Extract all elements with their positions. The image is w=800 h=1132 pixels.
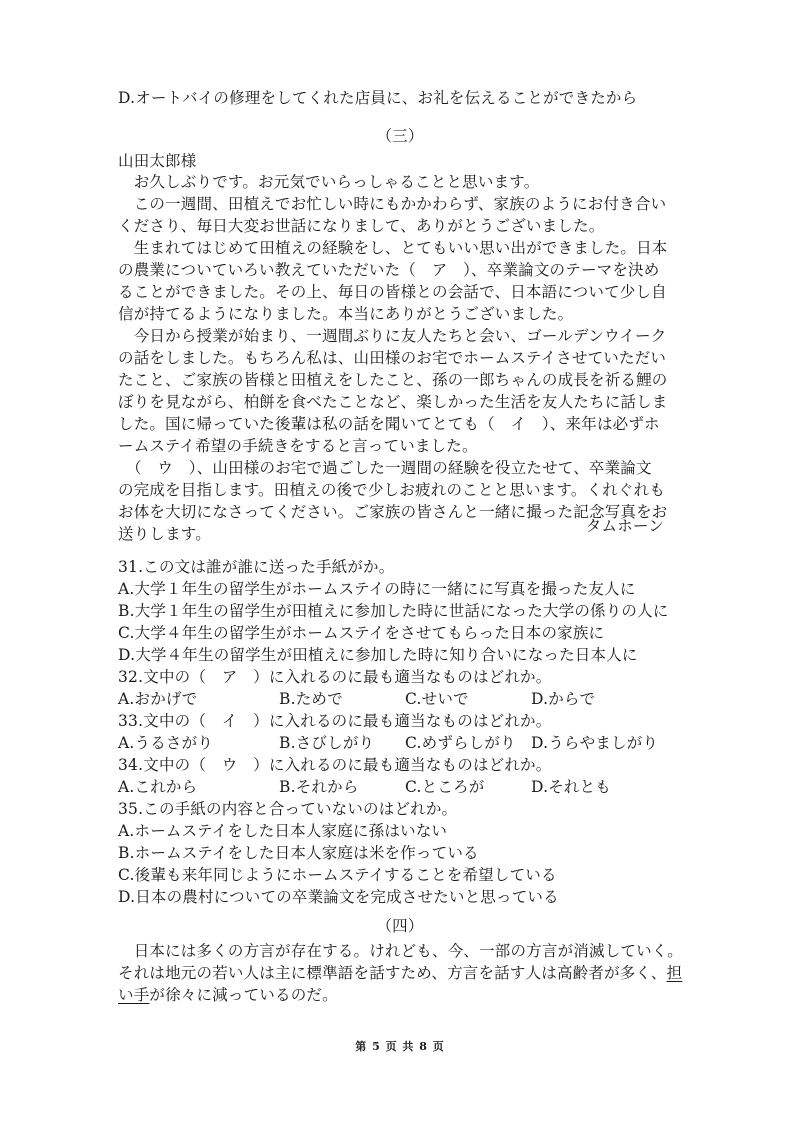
letter-line: の農業についていろい教えていただいた（ ア ）、卒業論文のテーマを決め (118, 261, 660, 279)
question-35-stem: 35.この手紙の内容と合っていないのはどれか。 (118, 800, 458, 818)
question-33-option-a: A.うるさがり (118, 734, 214, 752)
question-35-option-b: B.ホームステイをした日本人家庭は米を作っている (118, 844, 479, 862)
question-34-option-b: B.それから (279, 778, 359, 796)
letter-line: お久しぶりです。お元気でいらっしゃることと思います。 (118, 173, 540, 191)
letter-line: たこと、ご家族の皆様と田植えをしたこと、孫の一郎ちゃんの成長を祈る鯉の (118, 371, 668, 389)
question-35-option-a: A.ホームステイをした日本人家庭に孫はいない (118, 822, 448, 840)
section-4-line: 日本には多くの方言が存在する。けれども、今、一部の方言が消滅していく。 (118, 942, 683, 960)
letter-line: （ ウ ）、山田様のお宅で過ごした一週間の経験を役立たせて、卒業論文 (118, 459, 652, 477)
page-number-footer: 第 5 页 共 8 页 (355, 1040, 445, 1053)
question-32-option-c: C.せいで (405, 690, 469, 708)
letter-line: 送りします。 (118, 525, 211, 543)
letter-line: の完成を目指します。田植えの後で少しお疲れのことと思います。くれぐれも (118, 481, 666, 499)
question-33-stem: 33.文中の（ イ ）に入れるのに最も適当なものはどれか。 (118, 712, 552, 730)
underlined-term: い手 (118, 986, 150, 1004)
letter-salutation: 山田太郎様 (118, 152, 197, 170)
previous-question-option-d: D.オートバイの修理をしてくれた店員に、お礼を伝えることができたから (118, 89, 638, 107)
letter-line: 生まれてはじめて田植えの経験をし、とてもいい思い出ができました。日本 (118, 239, 668, 257)
question-32-option-d: D.からで (531, 690, 596, 708)
question-35-option-d: D.日本の農村についての卒業論文を完成させたいと思っている (118, 888, 559, 906)
letter-line: ることができました。その上、毎日の皆様との会話で、日本語について少し自 (118, 283, 667, 301)
letter-line: ぼりを見ながら、柏餅を食べたことなど、楽しかった生活を友人たちに話しま (118, 393, 668, 411)
section-4-text: それは地元の若い人は主に標準語を話すため、方言を話す人は高齢者が多く、 (118, 964, 667, 982)
question-34-option-d: D.それとも (531, 778, 612, 796)
question-32-stem: 32.文中の（ ア ）に入れるのに最も適当なものはどれか。 (118, 668, 552, 686)
letter-line: くださり、毎日大変お世話になりまして、ありがとうございました。 (118, 217, 605, 235)
question-32-option-a: A.おかげで (118, 690, 198, 708)
question-35-option-c: C.後輩も来年同じようにホームステイすることを希望している (118, 866, 557, 884)
letter-line: ームステイ希望の手続きをすると言っていました。 (118, 437, 478, 455)
letter-line: 信が持てるようになりました。本当にありがとうございました。 (118, 305, 574, 323)
letter-signature: タムホーン (585, 517, 664, 535)
question-34-option-a: A.これから (118, 778, 198, 796)
letter-line: お体を大切になさってください。ご家族の皆さんと一緒に撮った記念写真をお (118, 503, 668, 521)
section-4-text: が徐々に減っているのだ。 (149, 986, 338, 1004)
section-4-line (118, 962, 682, 984)
letter-line: の話をしました。もちろん私は、山田様のお宅でホームステイさせていただい (118, 349, 667, 367)
question-33-option-d: D.うらやましがり (531, 734, 659, 752)
question-31-stem: 31.この文は誰が誰に送った手紙がか。 (118, 558, 395, 576)
letter-line: 今日から授業が始まり、一週間ぶりに友人たちと会い、ゴールデンウイーク (118, 327, 667, 345)
underlined-term: 担 (666, 964, 683, 982)
question-33-option-c: C.めずらしがり (405, 734, 516, 752)
question-31-option-c: C.大学４年生の留学生がホームステイをさせてもらった日本の家族に (118, 624, 605, 642)
section-4-line (118, 984, 338, 1006)
question-33-option-b: B.さびしがり (279, 734, 375, 752)
question-34-option-c: C.ところが (405, 778, 485, 796)
letter-line: この一週間、田植えでお忙しい時にもかかわらず、家族のようにお付き合い (118, 195, 667, 213)
section-4-heading: （四） (376, 917, 424, 935)
question-31-option-b: B.大学１年生の留学生が田植えに参加した時に世話になった大学の係りの人に (118, 602, 669, 620)
question-32-option-b: B.ためで (279, 690, 343, 708)
section-3-heading: （三） (376, 127, 424, 145)
letter-line: した。国に帰っていた後輩は私の話を聞いてとても（ イ ）、来年は必ずホ (118, 415, 660, 433)
question-34-stem: 34.文中の（ ウ ）に入れるのに最も適当なものはどれか。 (118, 756, 552, 774)
question-31-option-d: D.大学４年生の留学生が田植えに参加した時に知り合いになった日本人に (118, 646, 638, 664)
question-31-option-a: A.大学１年生の留学生がホームステイの時に一緒にに写真を撮った友人に (118, 580, 636, 598)
